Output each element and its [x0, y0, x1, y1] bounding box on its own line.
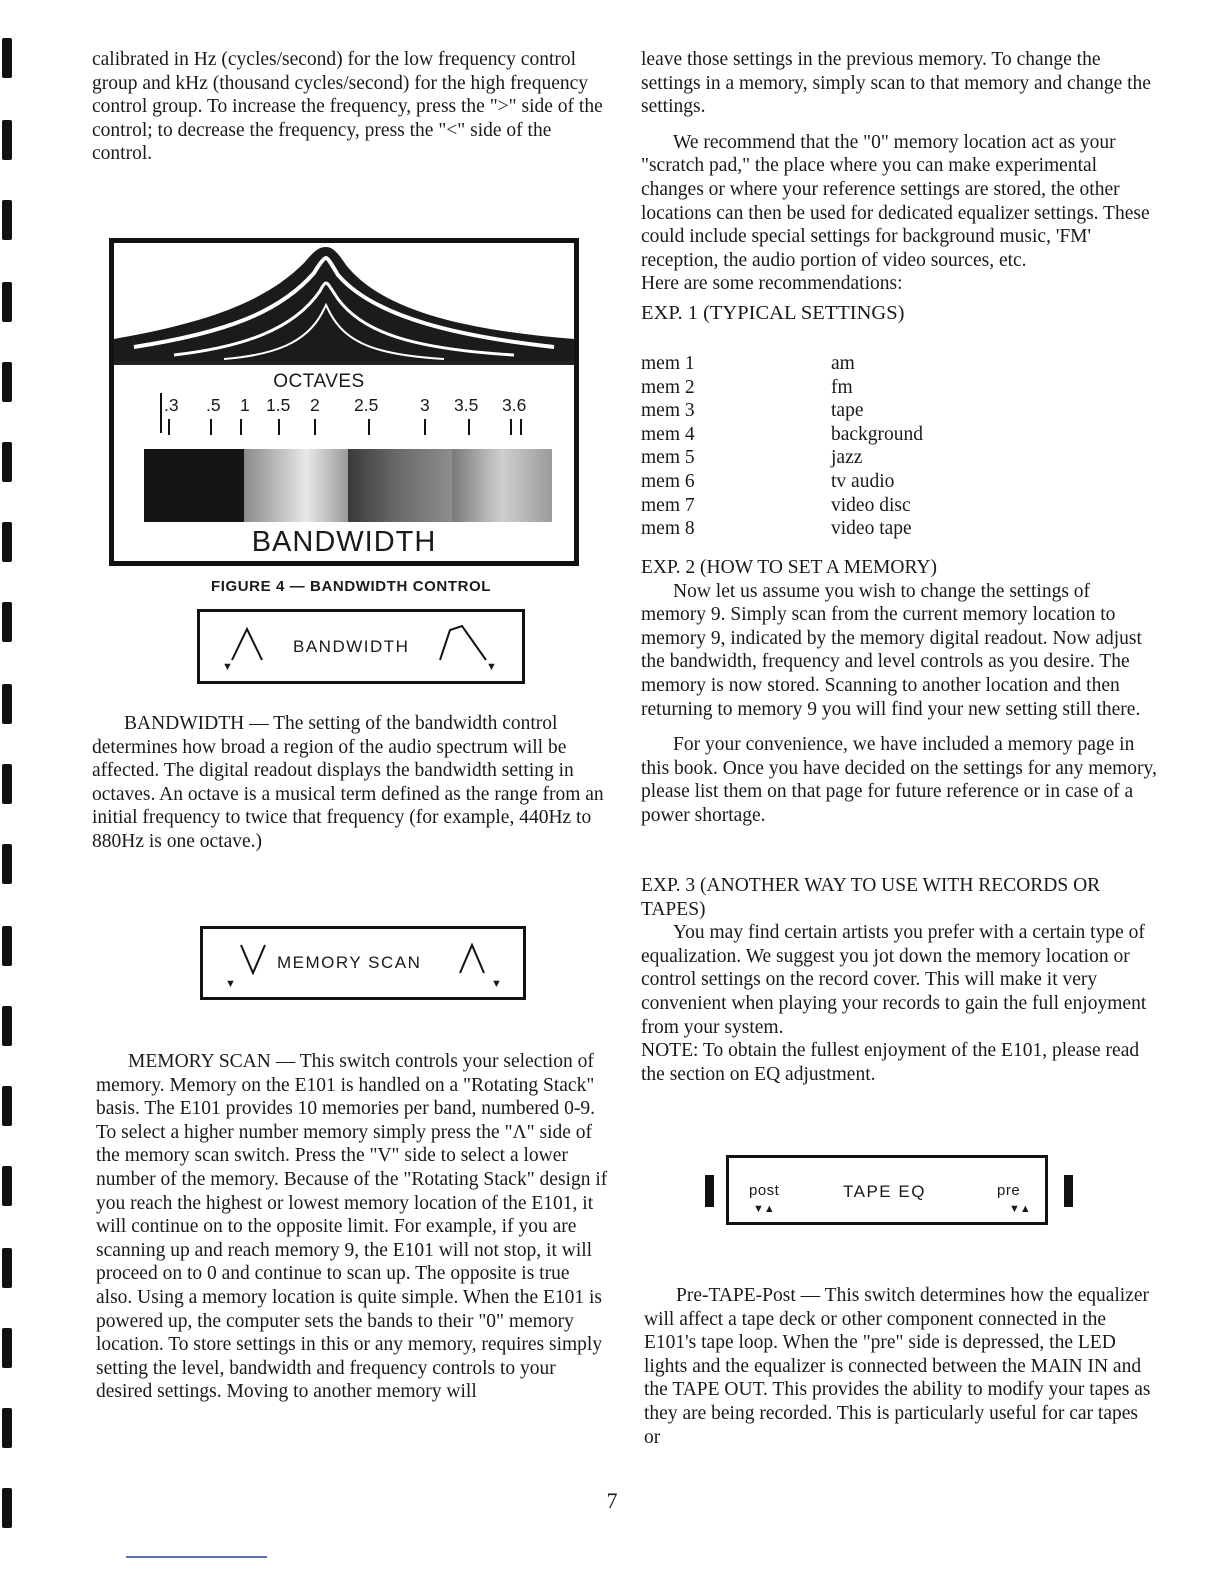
- exp3-section: EXP. 3 (ANOTHER WAY TO USE WITH RECORDS OR TAPES) You may find certain artists you prefer with a certain type of equalization. We suggest you jot down the memory location or control settings on the record cover. This will make it very convenient when playing your records to gain the full enjoyment from your system. NOTE: To obtain the fullest enjoyment of the E101, please read the section on EQ adjustment.: [641, 874, 1157, 1086]
- tape-eq-label: TAPE EQ: [843, 1182, 926, 1201]
- list-item: mem 8 video tape: [641, 518, 912, 540]
- tick-label: 1.5: [266, 395, 291, 415]
- bandwidth-curve-graphic: [114, 243, 574, 361]
- bandwidth-swatch: [452, 449, 552, 522]
- tick-label: 3.5: [454, 395, 479, 415]
- page-number: 7: [606, 1488, 618, 1513]
- bandwidth-paragraph: BANDWIDTH — The setting of the bandwidth control determines how broad a region of the audio spectrum will be affected. The digital readout displays the bandwidth setting in octaves. An octave is a musical term defined as the range from an initial frequency to twice that frequency (for example, 440Hz to 880Hz is one octave.): [92, 713, 604, 852]
- bandwidth-switch-label: BANDWIDTH: [293, 637, 410, 656]
- arrow-down-icon: ▼: [222, 661, 233, 673]
- tick-label: 3: [420, 395, 430, 415]
- arrow-down-icon: ▼: [225, 978, 236, 990]
- memory-scan-paragraph: MEMORY SCAN — This switch controls your selection of memory. Memory on the E101 is handled on a "Rotating Stack" basis. The E101 provides 10 memories per band, numbered 0-9. To select a higher number memory simply press the "Λ" side of the memory scan switch. Press the "V" side to select a lower number of the memory. Because of the "Rotating Stack" design if you reach the highest or lowest memory location of the E101, it will continue on to the opposite limit. For example, if you are scanning up and reach memory 9, the E101 will not stop, it will proceed on to 0 and continue to scan up. The opposite is true also. Using a memory location is quite simple. When the E101 is powered up, the computer sets the bands to their "0" memory location. To store settings in this or any memory, requires simply setting the level, bandwidth and frequency controls to your desired settings. Moving to another memory will: [96, 1051, 608, 1403]
- octaves-title: OCTAVES: [273, 371, 365, 392]
- pre-label: pre: [997, 1182, 1021, 1199]
- switch-bracket-left: [705, 1175, 714, 1207]
- tick-label: 3.6: [502, 395, 527, 415]
- exp2-section: EXP. 2 (HOW TO SET A MEMORY) Now let us assume you wish to change the settings of memory 9. Simply scan from the current memory location to memory 9, indicated by the memory digital readout. Now adjust the bandwidth, frequency and level controls as you desire. The memory is now stored. Scanning to another location and then returning to memory 9 you will find your new setting still there. For your convenience, we have included a memory page in this book. Once you have decided on the settings for any memory, please list them on that page for future reference or in case of a power shortage.: [641, 557, 1157, 826]
- binder-edge: [0, 0, 14, 1584]
- pre-tape-post-paragraph: Pre-TAPE-Post — This switch determines how the equalizer will affect a tape deck or other component connected in the E101's tape loop. When the "pre" side is depressed, the LED lights and the equalizer is connected between the MAIN IN and the TAPE OUT. This provides the ability to modify your tapes as they are being recorded. This is particularly useful for car tapes or: [644, 1285, 1151, 1448]
- footer-rule: [126, 1556, 267, 1558]
- switch-bracket-right: [1064, 1175, 1073, 1207]
- list-item: mem 4 background: [641, 423, 924, 445]
- arrow-down-icon: ▼: [491, 978, 502, 990]
- list-item: mem 7 video disc: [641, 494, 911, 516]
- exp2-title: EXP. 2 (HOW TO SET A MEMORY): [641, 557, 937, 578]
- arrow-updown-icon: ▼▲: [753, 1203, 775, 1215]
- memory-list: [641, 352, 1157, 541]
- bandwidth-swatch: [348, 449, 452, 522]
- wide-peak-icon: [230, 626, 264, 662]
- tick-label: 2: [310, 395, 320, 415]
- bandwidth-switch[interactable]: [197, 609, 525, 684]
- exp3-title: EXP. 3 (ANOTHER WAY TO USE WITH RECORDS OR TAPES): [641, 875, 1101, 920]
- list-item: mem 5 jazz: [641, 447, 863, 469]
- tick-label: .5: [206, 395, 221, 415]
- list-item: mem 6 tv audio: [641, 470, 895, 492]
- bandwidth-swatch: [144, 449, 244, 522]
- right-column-top: leave those settings in the previous memory. To change the settings in a memory, simply scan to that memory and change the settings. We recommend that the "0" memory location act as your "scratch pad," the place where you can make experimental changes or where your reference settings are stored, the other locations can then be used for dedicated equalizer settings. These could include special settings for background music, 'FM' reception, the audio portion of video sources, etc. Here are some recommendations: EXP. 1 (TYPICAL SETTINGS): [641, 48, 1157, 326]
- memory-scan-switch[interactable]: [200, 926, 526, 1000]
- bandwidth-title: BANDWIDTH: [251, 526, 437, 558]
- tick-label: .3: [164, 395, 179, 415]
- exp1-title: EXP. 1 (TYPICAL SETTINGS): [641, 301, 905, 324]
- bandwidth-swatch: [244, 449, 348, 522]
- memory-scan-switch-label: MEMORY SCAN: [277, 953, 422, 972]
- tape-eq-switch[interactable]: [726, 1155, 1048, 1225]
- tick-label: 1: [240, 395, 250, 415]
- scan-down-icon: [239, 943, 267, 975]
- arrow-down-icon: ▼: [486, 661, 497, 673]
- list-item: mem 2 fm: [641, 376, 853, 398]
- narrow-peak-icon: [438, 624, 488, 662]
- intro-paragraph: calibrated in Hz (cycles/second) for the low frequency control group and kHz (thousand cycles/second) for the high frequency control group. To increase the frequency, press the ">" side of the control; to decrease the frequency, press the "<" side of the control.: [92, 49, 603, 165]
- figure-bandwidth-control: [109, 238, 579, 566]
- figure-caption: FIGURE 4 — BANDWIDTH CONTROL: [210, 578, 492, 595]
- list-item: mem 1 am: [641, 353, 855, 374]
- scan-up-icon: [458, 943, 486, 975]
- tick-label: 2.5: [354, 395, 379, 415]
- post-label: post: [749, 1182, 780, 1199]
- list-item: mem 3 tape: [641, 400, 864, 422]
- arrow-updown-icon: ▼▲: [1009, 1203, 1031, 1215]
